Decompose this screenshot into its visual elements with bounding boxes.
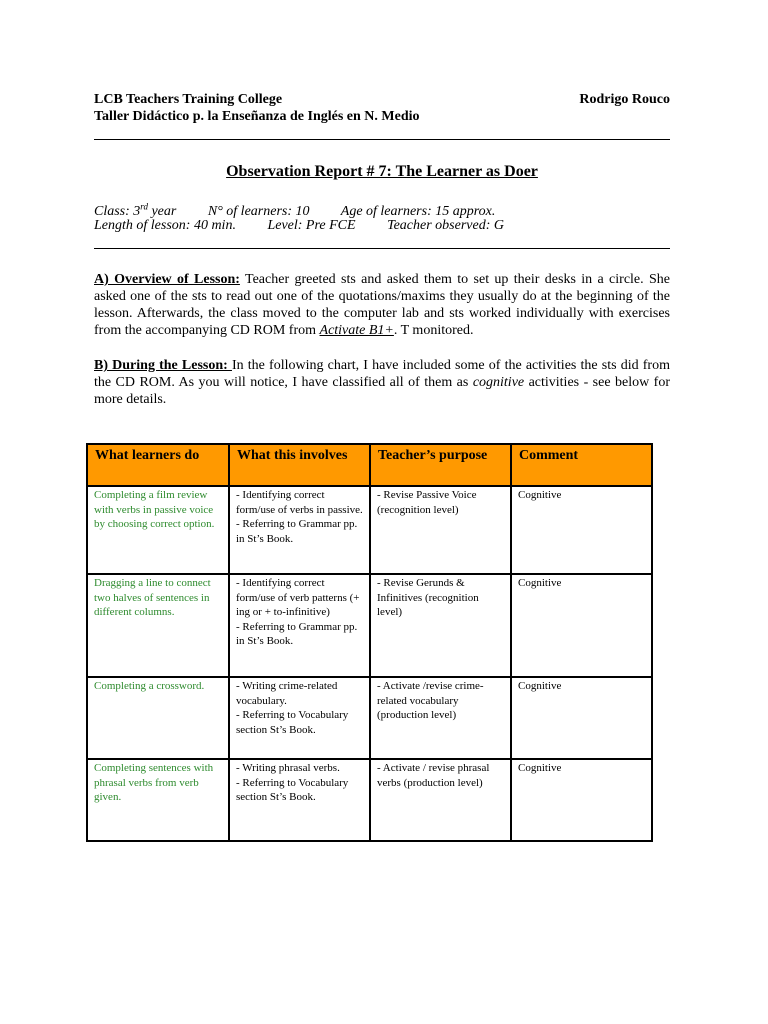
class-info: Class: 3rd year <box>94 201 177 219</box>
cell-purpose: - Activate /revise crime-related vocabulary (production level) <box>370 677 511 759</box>
overview-text: Teacher greeted sts and asked them to set up their desks in a circle. She asked one of the sts to read out one of the quotations/maxims they usually do at the beginning of the lesson. Afterwards, the class moved to the computer lab and sts worked individually with exercises from the accompanying CD ROM from <box>94 272 670 338</box>
cell-purpose: - Activate / revise phrasal verbs (production level) <box>370 759 511 841</box>
during-heading: B) During the Lesson: <box>94 358 232 373</box>
cell-purpose: - Revise Passive Voice (recognition level) <box>370 486 511 574</box>
cell-involves: - Identifying correct form/use of verb patterns (+ ing or + to-infinitive) - Referring to Grammar pp. in St’s Book. <box>229 574 370 677</box>
during-paragraph <box>94 357 670 408</box>
length-info: Length of lesson: 40 min. <box>94 218 236 233</box>
header-comment: Comment <box>511 444 652 486</box>
table-row <box>87 574 652 677</box>
cell-comment: Cognitive <box>511 759 652 841</box>
workshop-name: Taller Didáctico p. la Enseñanza de Inglés en N. Medio <box>94 109 420 124</box>
author-name: Rodrigo Rouco <box>579 92 670 107</box>
cell-learners: Completing a film review with verbs in passive voice by choosing correct option. <box>87 486 229 574</box>
college-name: LCB Teachers Training College <box>94 92 283 107</box>
report-title: Observation Report # 7: The Learner as Doer <box>226 163 538 180</box>
header-what-this-involves: What this involves <box>229 444 370 486</box>
cell-involves: - Identifying correct form/use of verbs in passive. - Referring to Grammar pp. in St’s Book. <box>229 486 370 574</box>
cell-learners: Dragging a line to connect two halves of sentences in different columns. <box>87 574 229 677</box>
cell-purpose: - Revise Gerunds & Infinitives (recognition level) <box>370 574 511 677</box>
cell-involves: - Writing crime-related vocabulary. - Referring to Vocabulary section St’s Book. <box>229 677 370 759</box>
level-info: Level: Pre FCE <box>267 218 356 233</box>
overview-heading: A) Overview of Lesson: <box>94 272 240 287</box>
overview-tail: . T monitored. <box>393 323 474 338</box>
overview-paragraph <box>94 271 670 339</box>
table-header-row <box>87 444 652 486</box>
header-divider <box>94 139 670 140</box>
cell-comment: Cognitive <box>511 677 652 759</box>
table-row <box>87 759 652 841</box>
info-line-1 <box>94 201 523 220</box>
header-what-learners-do: What learners do <box>87 444 229 486</box>
learners-info: N° of learners: 10 <box>207 203 310 219</box>
table-row <box>87 486 652 574</box>
header-teachers-purpose: Teacher’s purpose <box>370 444 511 486</box>
cell-comment: Cognitive <box>511 574 652 677</box>
during-tail: activities - see below for more details. <box>94 375 670 407</box>
teacher-info: Teacher observed: G <box>387 218 504 233</box>
book-title: Activate B1+ <box>319 323 394 338</box>
cell-learners: Completing sentences with phrasal verbs from verb given. <box>87 759 229 841</box>
cell-learners: Completing a crossword. <box>87 677 229 759</box>
cell-comment: Cognitive <box>511 486 652 574</box>
info-divider <box>94 248 670 249</box>
age-info: Age of learners: 15 approx. <box>340 203 496 219</box>
activities-table <box>86 443 653 842</box>
cognitive-emphasis: cognitive <box>472 375 525 390</box>
table-row <box>87 677 652 759</box>
info-line-2 <box>94 218 532 234</box>
during-text: In the following chart, I have included some of the activities the sts did from the CD ROM. As you will notice, I have classified all of them as <box>94 358 670 390</box>
cell-involves: - Writing phrasal verbs. - Referring to Vocabulary section St’s Book. <box>229 759 370 841</box>
